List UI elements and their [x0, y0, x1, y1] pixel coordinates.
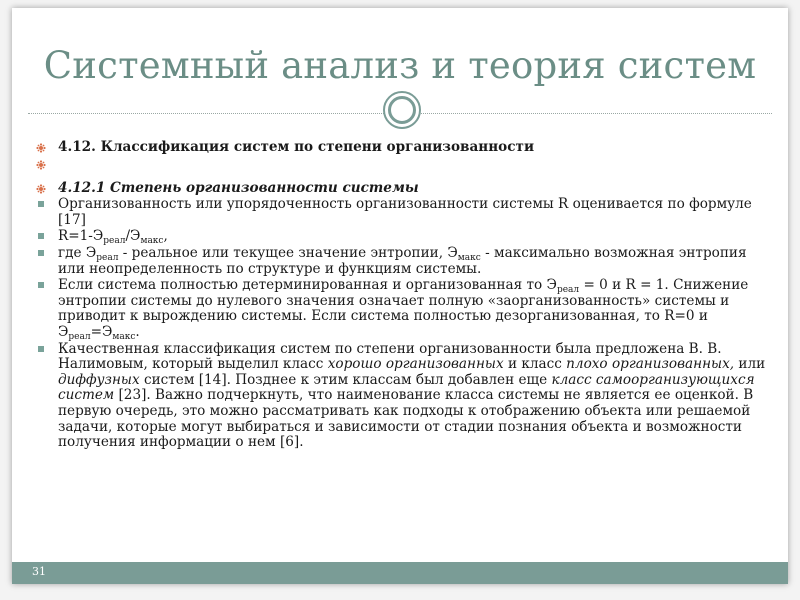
- heading-text: 4.12. Классификация систем по степени организованности: [58, 139, 535, 155]
- slide-content: [36, 140, 766, 452]
- star-bullet-icon: [36, 143, 46, 153]
- square-bullet-icon: [38, 233, 44, 239]
- heading-item: [36, 140, 766, 156]
- paragraph-3: где $Э_{реал}$ - реальное или текущее значение энтропии, $Э_{макс}$ - максимально возможная энтропия или неопределенность по структуре и функциям системы.: [36, 246, 766, 277]
- formula-item: $R=1-Э_{реал}/Э_{макс}$,: [36, 229, 766, 245]
- square-bullet-icon: [38, 282, 44, 288]
- star-bullet-icon: [36, 160, 46, 170]
- square-bullet-icon: [38, 201, 44, 207]
- subheading-item: [36, 181, 766, 197]
- square-bullet-icon: [38, 346, 44, 352]
- slide: [12, 8, 788, 584]
- slide-footer: [12, 562, 788, 584]
- square-bullet-icon: [38, 250, 44, 256]
- circle-ornament-icon: [382, 90, 422, 130]
- paragraph-1: Организованность или упорядоченность организованности системы R оценивается по формуле [17]: [36, 197, 766, 228]
- star-bullet-icon: [36, 184, 46, 194]
- slide-title: Системный анализ и теория систем: [43, 44, 757, 87]
- subheading-text: 4.12.1 Степень организованности системы: [58, 179, 419, 196]
- empty-item: [36, 157, 766, 175]
- page-number: 31: [32, 565, 46, 578]
- paragraph-4: Если система полностью детерминированная и организованная то $Э_{реал} = 0$ и R = 1. Снижение энтропии системы до нулевого значения означает полную «заорганизованность» системы и приводит к вырождению системы. Если система полностью дезорганизованная, то R=0 и $Э_{реал}=Э_{макс}$.: [36, 278, 766, 340]
- paragraph-5: Качественная классификация систем по степени организованности была предложена В. В. Налимовым, который выделил класс хорошо организованных и класс плохо организованных, или диффузных систем [14]. Позднее к этим классам был добавлен еще класс самоорганизующихся систем [23]. Важно подчеркнуть, что наименование класса системы не является ее оценкой. В первую очередь, это можно рассматривать как подходы к отображению объекта или решаемой задачи, которые могут выбираться и зависимости от стадии познания объекта и возможности получения информации о нем [6].: [36, 342, 766, 451]
